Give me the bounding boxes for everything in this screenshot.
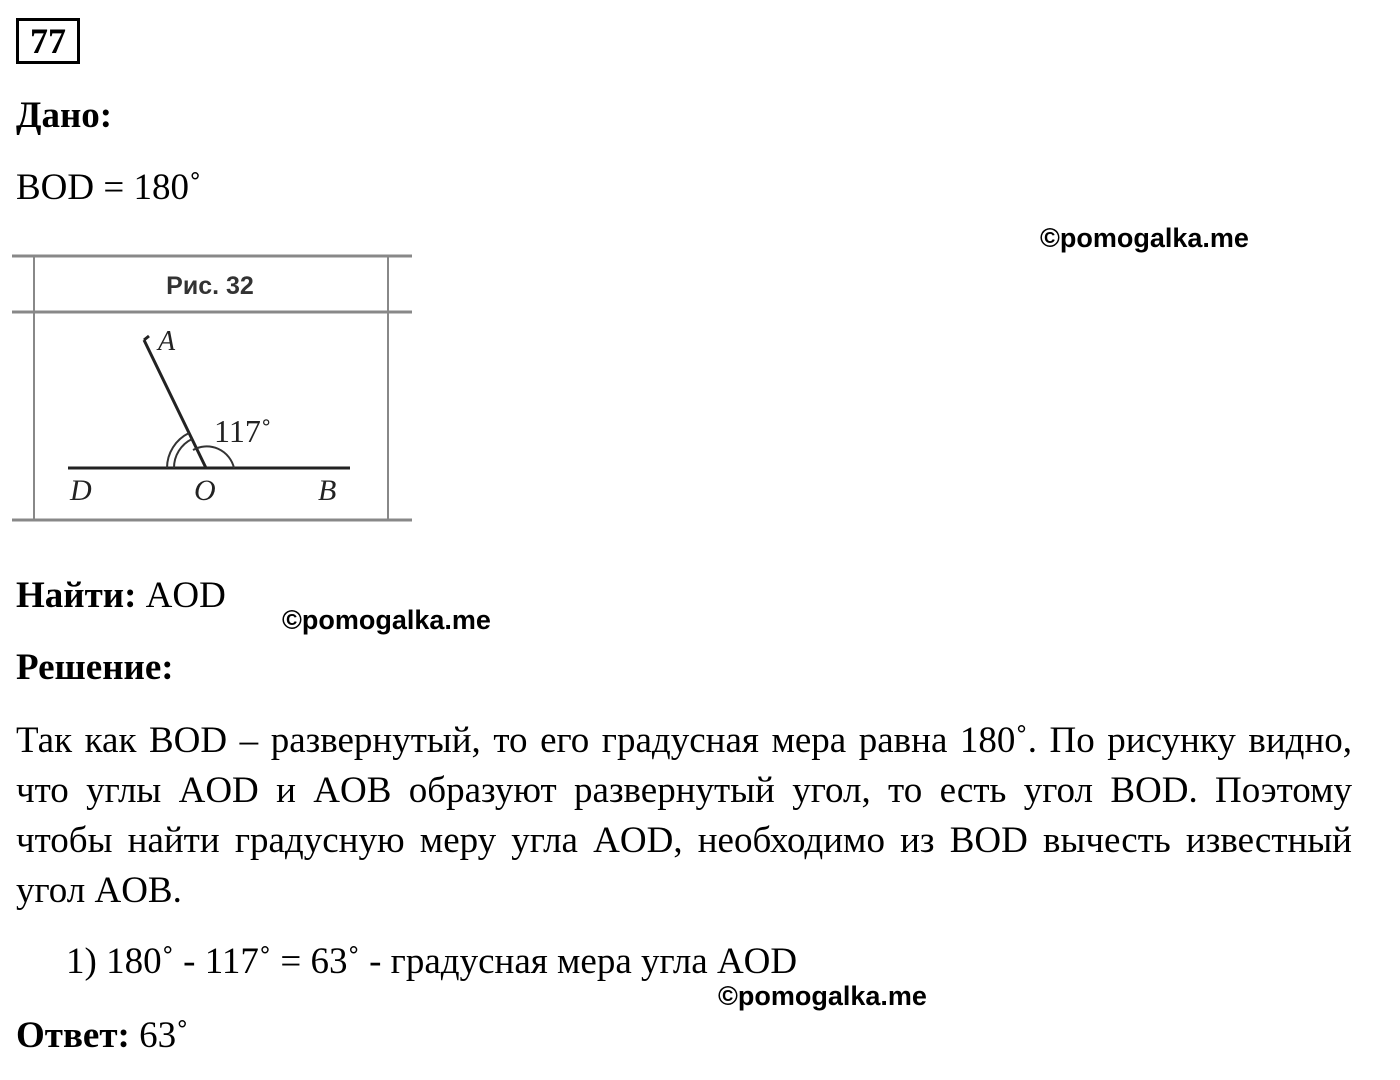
solution-paragraph: Так как BOD – развернутый, то его градусная мера равна 180˚. По рисунку видно, что углы AOD и AOB образуют развернутый угол, то есть угол BOD. Поэтому чтобы найти градусную меру угла AOD, необходимо из BOD вычесть известный угол AOB. (16, 720, 1352, 911)
problem-number: 77 (16, 18, 80, 64)
solution-heading: Решение: (16, 647, 174, 688)
label-o: O (194, 474, 216, 507)
label-d: D (70, 474, 92, 507)
angle-label: 117˚ (214, 413, 272, 449)
find-line (16, 574, 226, 618)
watermark: ©pomogalka.me (1040, 223, 1249, 253)
label-b: B (318, 474, 337, 507)
answer-line (16, 1014, 188, 1058)
find-value: AOD (136, 575, 226, 616)
given-heading: Дано: (16, 95, 113, 136)
figure-caption: Рис. 32 (166, 272, 254, 300)
ray-a-tick (144, 336, 149, 340)
answer-value: 63˚ (129, 1015, 189, 1056)
find-heading: Найти: (16, 575, 137, 616)
watermark: ©pomogalka.me (282, 605, 491, 635)
watermark: ©pomogalka.me (718, 981, 927, 1011)
figure-32 (12, 252, 416, 528)
given-value: BOD = 180˚ (16, 167, 202, 208)
label-a: A (158, 326, 176, 357)
answer-heading: Ответ: (16, 1015, 130, 1056)
solution-step: 1) 180˚ - 117˚ = 63˚ - градусная мера угла AOD (66, 941, 798, 982)
